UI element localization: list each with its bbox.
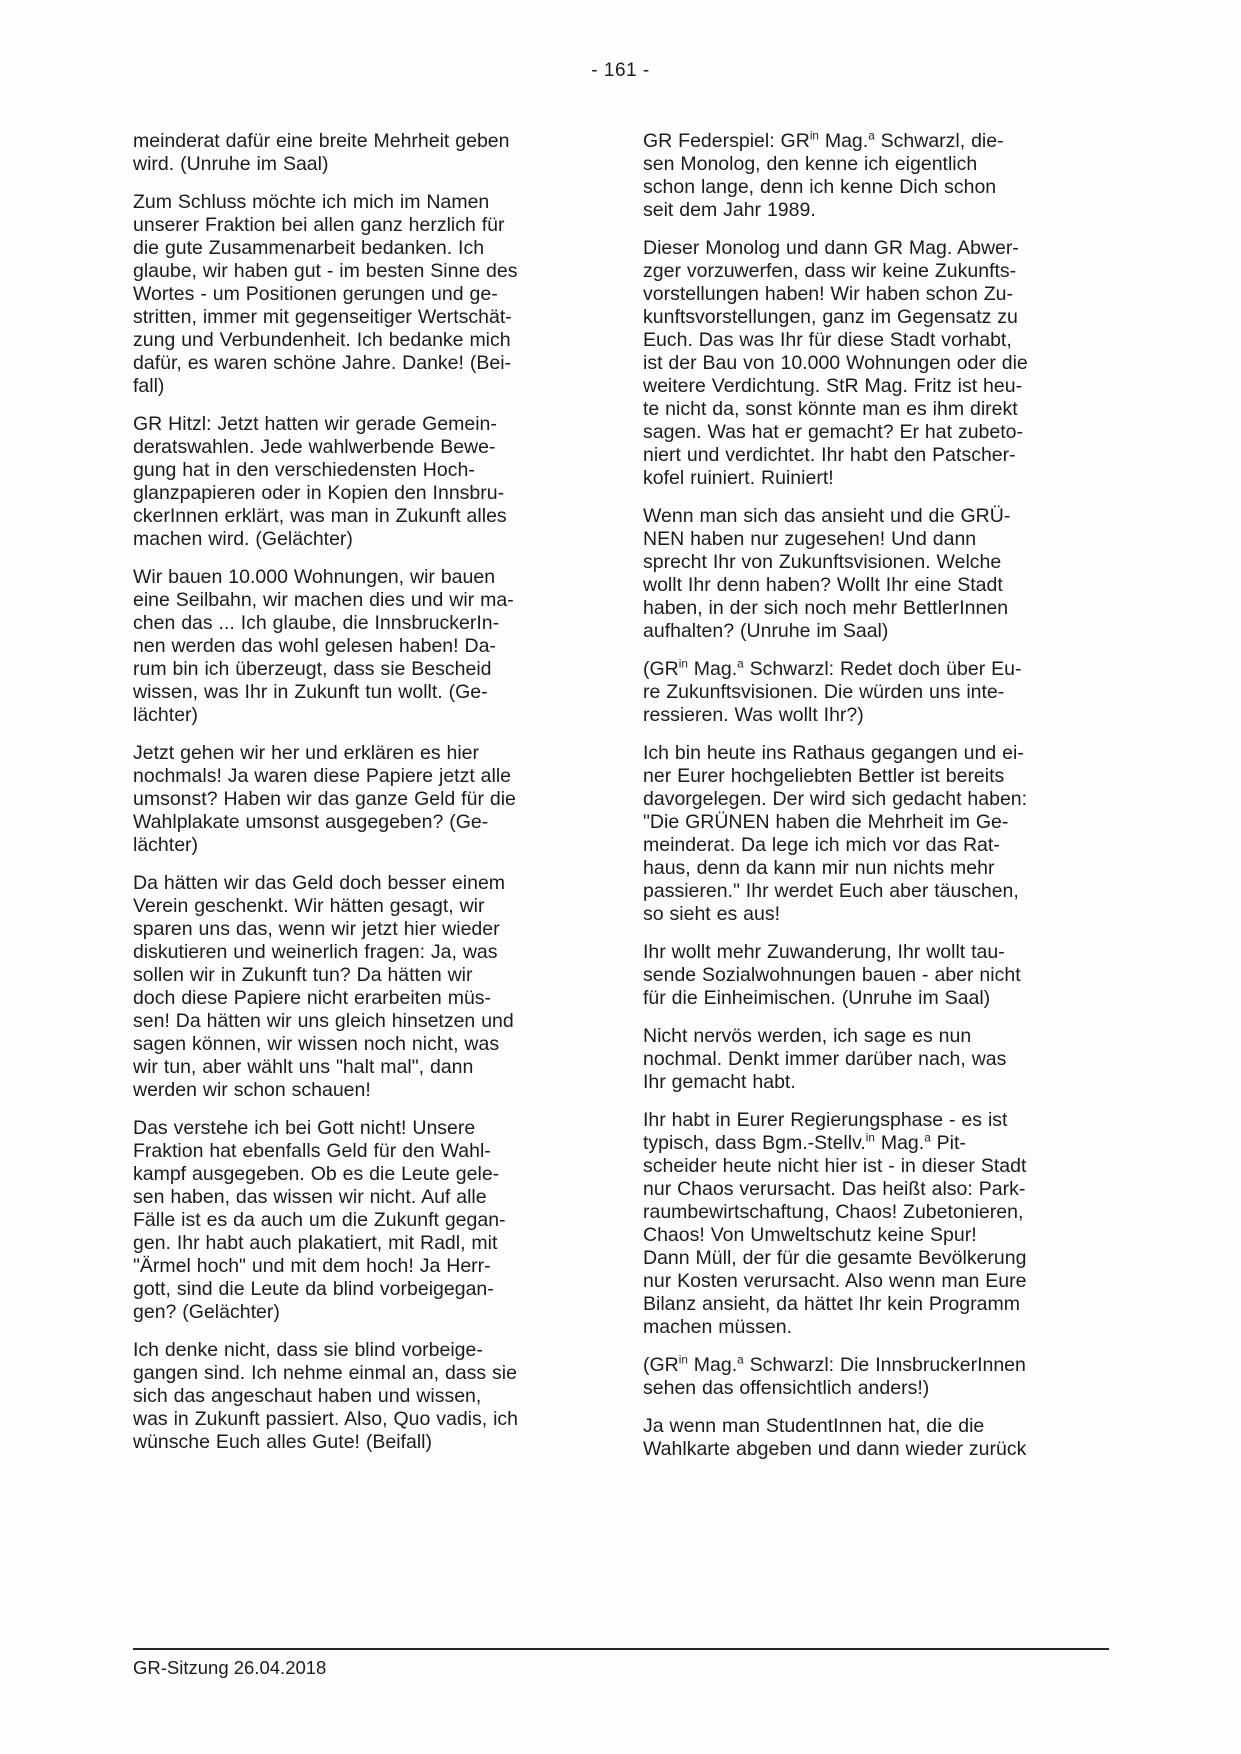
paragraph: Da hätten wir das Geld doch besser einem Verein geschenkt. Wir hätten gesagt, wir sparen uns das, wenn wir jetzt hier wieder diskutieren und weinerlich fragen: Ja, was sollen wir in Zukunft tun? Da hätten wir doch diese Papiere nicht erarbeiten müs- sen! Da hätten wir uns gleich hinsetzen und sagen können, wir wissen noch nicht, was wir tun, aber wählt uns "halt mal", dann werden wir schon schauen! [133, 872, 514, 1101]
paragraph: Ich bin heute ins Rathaus gegangen und ei- ner Eurer hochgeliebten Bettler ist bereits davorgelegen. Der wird sich gedacht haben: "Die GRÜNEN haben die Mehrheit im Ge- meinderat. Da lege ich mich vor das Rat- haus, denn da kann mir nun nichts mehr passieren." Ihr werdet Euch aber täuschen, so sieht es aus! [643, 742, 1028, 925]
page-number: - 161 - [591, 60, 650, 81]
text-columns [133, 130, 1109, 1476]
paragraph: Ja wenn man StudentInnen hat, die die Wahlkarte abgeben und dann wieder zurück [643, 1415, 1027, 1460]
paragraph: Ihr wollt mehr Zuwanderung, Ihr wollt tau- sende Sozialwohnungen bauen - aber nicht für die Einheimischen. (Unruhe im Saal) [643, 941, 1021, 1009]
paragraph: GR Hitzl: Jetzt hatten wir gerade Gemein- deratswahlen. Jede wahlwerbende Bewe- gung hat in den verschiedensten Hoch- glanzpapieren oder in Kopien den Innsbru- ckerInnen erklärt, was man in Zukunft alles machen wird. (Gelächter) [133, 413, 507, 550]
paragraph: Zum Schluss möchte ich mich im Namen unserer Fraktion bei allen ganz herzlich für die gute Zusammenarbeit bedanken. Ich glaube, wir haben gut - im besten Sinne des Wortes - um Positionen gerungen und ge- stritten, immer mit gegenseitiger Wertschät- zung und Verbundenheit. Ich bedanke mich dafür, es waren schöne Jahre. Danke! (Bei- fall) [133, 191, 518, 397]
paragraph: Jetzt gehen wir her und erklären es hier nochmals! Ja waren diese Papiere jetzt alle umsonst? Haben wir das ganze Geld für die Wahlplakate umsonst ausgegeben? (Ge- lächter) [133, 742, 516, 856]
paragraph: Nicht nervös werden, ich sage es nun nochmal. Denkt immer darüber nach, was Ihr gemacht habt. [643, 1025, 1007, 1093]
right-column [643, 130, 1109, 1476]
left-column [133, 130, 599, 1476]
paragraph: Dieser Monolog und dann GR Mag. Abwer- zger vorzuwerfen, dass wir keine Zukunfts- vorstellungen haben! Wir haben schon Zu- kunftsvorstellungen, ganz im Gegensatz zu Euch. Das was Ihr für diese Stadt vorhabt, ist der Bau von 10.000 Wohnungen oder die weitere Verdichtung. StR Mag. Fritz ist heu- te nicht da, sonst könnte man es ihm direkt sagen. Was hat er gemacht? Er hat zubeto- niert und verdichtet. Ihr habt den Patscher- kofel ruiniert. Ruiniert! [643, 237, 1028, 489]
paragraph: Das verstehe ich bei Gott nicht! Unsere Fraktion hat ebenfalls Geld für den Wahl- kampf ausgegeben. Ob es die Leute gele- sen haben, das wissen wir nicht. Auf alle Fälle ist es da auch um die Zukunft gegan- gen. Ihr habt auch plakatiert, mit Radl, mit "Ärmel hoch" und mit dem hoch! Ja Herr- gott, sind die Leute da blind vorbeigegan- gen? (Gelächter) [133, 1117, 506, 1323]
footer-text: GR-Sitzung 26.04.2018 [133, 1657, 327, 1678]
paragraph: GR Federspiel: $GR^{in}$ Mag.$^a$ Schwarzl, die- sen Monolog, den kenne ich eigentlich schon lange, denn ich kenne Dich schon seit dem Jahr 1989. [643, 129, 1004, 221]
paragraph: Wenn man sich das ansieht und die GRÜ- NEN haben nur zugesehen! Und dann sprecht Ihr von Zukunftsvisionen. Welche wollt Ihr denn haben? Wollt Ihr eine Stadt haben, in der sich noch mehr BettlerInnen aufhalten? (Unruhe im Saal) [643, 505, 1011, 642]
page-footer [133, 1648, 1109, 1679]
paragraph: Ich denke nicht, dass sie blind vorbeige- gangen sind. Ich nehme einmal an, dass sie sich das angeschaut haben und wissen, was in Zukunft passiert. Also, Quo vadis, ich wünsche Euch alles Gute! (Beifall) [133, 1339, 519, 1453]
paragraph: Wir bauen 10.000 Wohnungen, wir bauen eine Seilbahn, wir machen dies und wir ma- chen das ... Ich glaube, die InnsbruckerIn- nen werden das wohl gelesen haben! Da- rum bin ich überzeugt, dass sie Bescheid wissen, was Ihr in Zukunft tun wollt. (Ge- lächter) [133, 566, 514, 726]
paragraph: ($GR^{in}$ Mag.$^a$ Schwarzl: Redet doch über Eu- re Zukunftsvisionen. Die würden uns inte- ressieren. Was wollt Ihr?) [643, 657, 1022, 726]
paragraph: Ihr habt in Eurer Regierungsphase - es ist typisch, dass Bgm.-Stellv.$^{in}$ Mag.$^a$ Pit- scheider heute nicht hier ist - in dieser Stadt nur Chaos verursacht. Das heißt also: Park- raumbewirtschaftung, Chaos! Zubetonieren, Chaos! Von Umweltschutz keine Spur! Dann Müll, der für die gesamte Bevölkerung nur Kosten verursacht. Also wenn man Eure Bilanz ansieht, da hättet Ihr kein Programm machen müssen. [643, 1109, 1027, 1338]
paragraph: meinderat dafür eine breite Mehrheit geben wird. (Unruhe im Saal) [133, 130, 510, 175]
paragraph: ($GR^{in}$ Mag.$^a$ Schwarzl: Die InnsbruckerInnen sehen das offensichtlich anders!) [643, 1353, 1026, 1399]
